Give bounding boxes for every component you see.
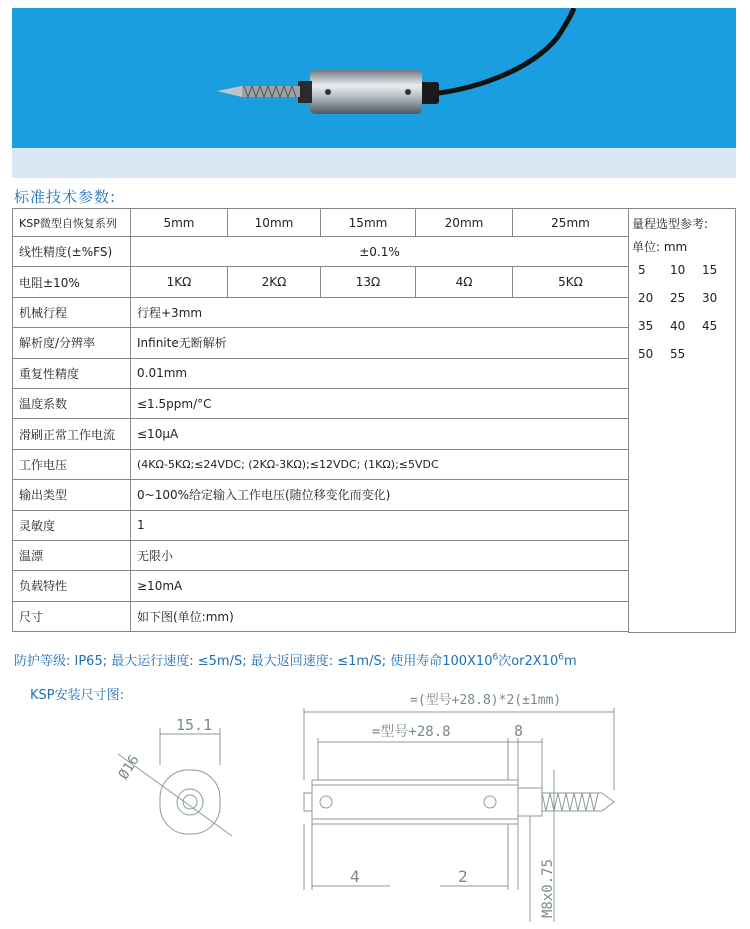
product-banner <box>12 8 736 148</box>
row-value: ≥10mA <box>131 571 629 601</box>
size-cell: 25mm <box>513 209 629 237</box>
spec-table <box>12 208 629 632</box>
row-label: 工作电压 <box>13 449 131 479</box>
table-row <box>13 237 629 267</box>
dim-shaft: 8 <box>514 722 524 740</box>
size-cell: 15mm <box>321 209 416 237</box>
resistance-cell: 13Ω <box>321 267 416 297</box>
range-value: 10 <box>670 263 686 277</box>
dim-thread: M8x0.75 <box>540 858 556 918</box>
table-row <box>13 388 629 418</box>
range-value: 40 <box>670 319 686 333</box>
sensor-photo <box>12 8 736 148</box>
range-value: 35 <box>638 319 654 333</box>
row-label: 机械行程 <box>13 297 131 327</box>
protection-mid: 次or2X10 <box>498 654 559 669</box>
row-label: 灵敏度 <box>13 510 131 540</box>
resistance-cell: 4Ω <box>416 267 513 297</box>
row-value: 行程+3mm <box>131 297 629 327</box>
size-cell: 20mm <box>416 209 513 237</box>
table-row <box>13 209 629 237</box>
row-label: 输出类型 <box>13 480 131 510</box>
table-row <box>13 358 629 388</box>
table-row <box>13 540 629 570</box>
row-value: ≤1.5ppm/°C <box>131 388 629 418</box>
dimension-drawing <box>0 690 750 929</box>
install-title: KSP安装尺寸图: <box>30 688 124 703</box>
dim-body: =型号+28.8 <box>372 724 451 740</box>
range-value: 55 <box>670 347 686 361</box>
protection-specs <box>14 650 577 669</box>
dim-diameter: Ø16 <box>115 752 143 783</box>
resistance-cell: 5KΩ <box>513 267 629 297</box>
dim-left: 4 <box>350 867 360 886</box>
table-row <box>13 297 629 327</box>
row-value: (4KΩ-5KΩ;≤24VDC; (2KΩ-3KΩ);≤12VDC; (1KΩ);≤5VDC <box>131 449 629 479</box>
table-row <box>13 267 629 297</box>
table-row <box>13 510 629 540</box>
resistance-label: 电阻±10% <box>13 267 131 297</box>
table-row <box>13 449 629 479</box>
range-value: 30 <box>702 291 718 305</box>
protection-exp: 6 <box>558 652 564 663</box>
range-value: 20 <box>638 291 654 305</box>
range-value: 50 <box>638 347 654 361</box>
dim-total: =(型号+28.8)*2(±1mm) <box>410 693 562 708</box>
protection-text: 防护等级: IP65; 最大运行速度: ≤5m/S; 最大返回速度: ≤1m/S; 使用寿命100X10 <box>14 654 493 669</box>
size-cell: 5mm <box>131 209 228 237</box>
row-value: 0~100%给定输入工作电压(随位移变化而变化) <box>131 480 629 510</box>
protection-exp: 6 <box>492 652 499 663</box>
range-title: 量程选型参考: <box>632 217 709 231</box>
row-value: 1 <box>131 510 629 540</box>
row-value: 无限小 <box>131 540 629 570</box>
table-row <box>13 419 629 449</box>
range-value: 15 <box>702 263 718 277</box>
row-label: 解析度/分辨率 <box>13 328 131 358</box>
row-label: 温漂 <box>13 540 131 570</box>
linearity-label: 线性精度(±%FS) <box>13 237 131 267</box>
row-label: 尺寸 <box>13 601 131 631</box>
row-label: 负载特性 <box>13 571 131 601</box>
range-reference-panel <box>628 208 736 633</box>
row-label: 温度系数 <box>13 388 131 418</box>
range-unit: 单位: mm <box>632 240 688 254</box>
table-row <box>13 328 629 358</box>
dim-width: 15.1 <box>176 716 213 734</box>
table-row <box>13 601 629 631</box>
row-value: Infinite无断解析 <box>131 328 629 358</box>
table-row <box>13 571 629 601</box>
row-value: ≤10μA <box>131 419 629 449</box>
resistance-cell: 1KΩ <box>131 267 228 297</box>
row-label: 重复性精度 <box>13 358 131 388</box>
section-title: 标准技术参数: <box>14 188 117 206</box>
linearity-value: ±0.1% <box>131 237 629 267</box>
dim-right: 2 <box>458 867 468 886</box>
size-cell: 10mm <box>228 209 321 237</box>
range-grid <box>632 263 731 361</box>
banner-band <box>12 148 736 178</box>
row-value: 如下图(单位:mm) <box>131 601 629 631</box>
resistance-cell: 2KΩ <box>228 267 321 297</box>
header-label: KSP微型自恢复系列 <box>13 209 131 237</box>
range-value: 5 <box>638 263 646 277</box>
range-value: 45 <box>702 319 718 333</box>
row-value: 0.01mm <box>131 358 629 388</box>
row-label: 滑刷正常工作电流 <box>13 419 131 449</box>
range-value: 25 <box>670 291 686 305</box>
table-row <box>13 480 629 510</box>
protection-tail: m <box>563 654 577 669</box>
